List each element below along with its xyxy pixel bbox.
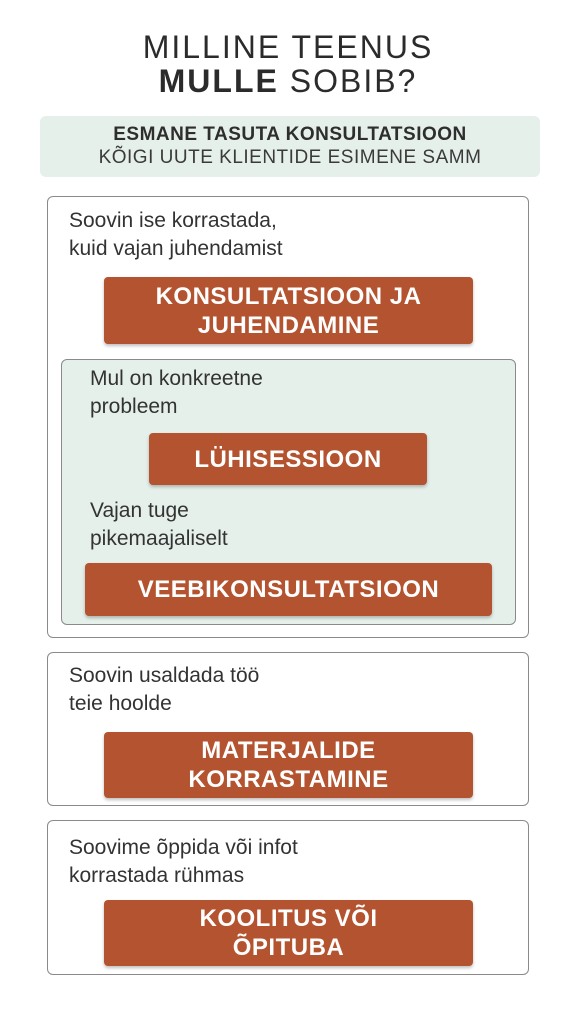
web-consultation-question-line-1: Vajan tuge [90,499,189,522]
web-consultation-question [90,497,228,553]
materials-organizing-button-line-1: MATERJALIDE [201,737,376,764]
intro-subheading: KÕIGI UUTE KLIENTIDE ESIMENE SAMM [98,147,482,168]
training-workshop-button[interactable] [104,900,473,966]
guidance-question-line-1: Soovin ise korrastada, [69,209,277,232]
guidance-card [47,196,529,638]
materials-organizing-button[interactable] [104,732,473,798]
guidance-question-line-2: kuid vajan juhendamist [69,237,283,260]
organizing-question [69,662,259,718]
training-workshop-button-line-1: KOOLITUS VÕI [199,905,378,932]
title-line-2 [0,64,576,98]
training-question-line-2: korrastada rühmas [69,864,245,887]
web-consultation-question-line-2: pikemaajaliselt [90,527,228,550]
training-card [47,820,529,975]
short-session-question [90,365,263,421]
title-line-1: MILLINE TEENUS [142,29,434,65]
consultation-guidance-button-line-2: JUHENDAMINE [197,311,380,339]
organizing-card [47,652,529,806]
consultation-guidance-button-line-1: KONSULTATSIOON JA [155,282,422,310]
consultation-guidance-button[interactable] [104,277,473,344]
short-session-question-line-2: probleem [90,395,178,418]
web-consultation-button[interactable]: VEEBIKONSULTATSIOON [85,563,492,616]
training-question [69,834,298,890]
inner-options-panel [61,359,516,625]
intro-heading: ESMANE TASUTA KONSULTATSIOON [113,124,467,145]
short-session-question-line-1: Mul on konkreetne [90,367,263,390]
page-title [0,30,576,98]
training-workshop-button-line-2: ÕPITUBA [232,934,345,961]
materials-organizing-button-line-2: KORRASTAMINE [188,766,389,793]
short-session-button[interactable]: LÜHISESSIOON [149,433,427,485]
training-question-line-1: Soovime õppida või infot [69,836,298,859]
organizing-question-line-1: Soovin usaldada töö [69,664,260,687]
organizing-question-line-2: teie hoolde [69,692,172,715]
intro-banner [40,116,540,177]
title-emphasis: MULLE [158,63,279,99]
title-line-2-rest: SOBIB? [278,63,418,99]
guidance-question [69,207,283,263]
